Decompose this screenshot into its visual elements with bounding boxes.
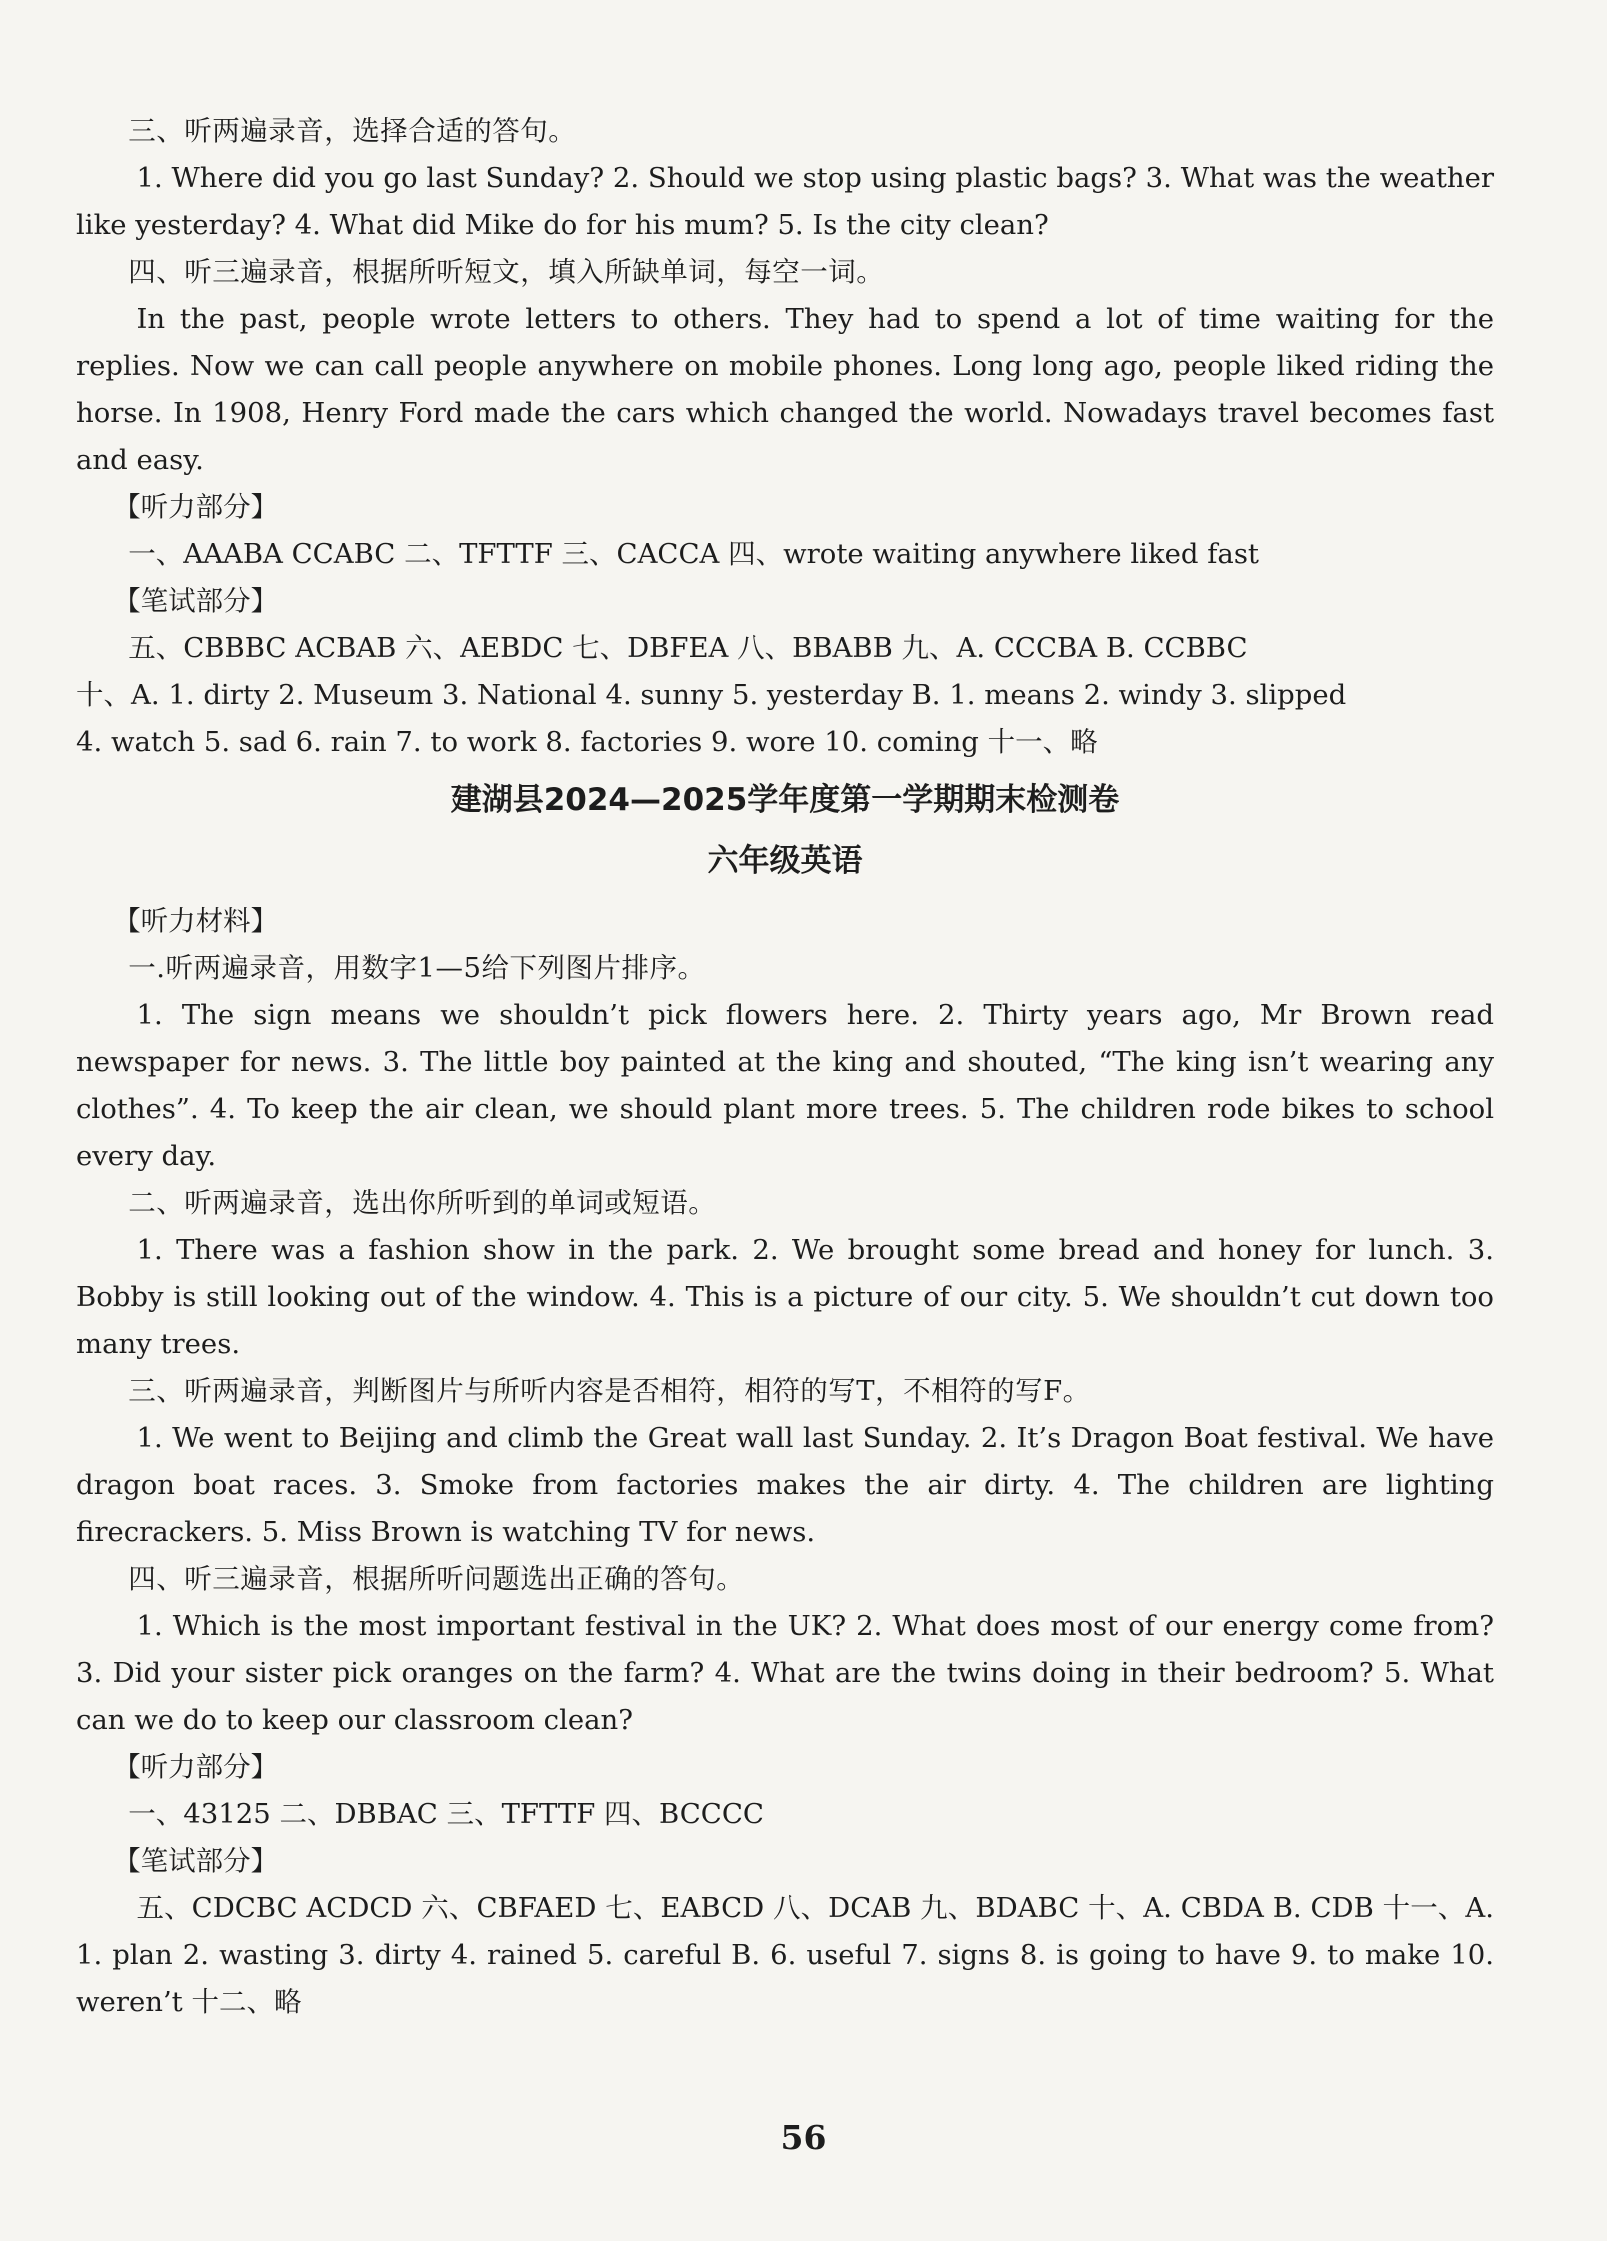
listening-script-paragraph: 1. The sign means we shouldn’t pick flowers here. 2. Thirty years ago, Mr Brown read newspaper for news. 3. The little boy painted at the king and shouted, “The king isn’t wearing any clothes”. 4. To keep the air clean, we should plant more trees. 5. The children rode bikes to school every day.	[76, 999, 1494, 1172]
listening-part-label: 【听力部分】	[113, 491, 279, 523]
page-content	[76, 108, 1494, 2026]
written-answers-line: 十、A. 1. dirty 2. Museum 3. National 4. sunny 5. yesterday B. 1. means 2. windy 3. slipped	[76, 679, 1347, 711]
listening-script-paragraph: 1. There was a fashion show in the park. 2. We brought some bread and honey for lunch. 3. Bobby is still looking out of the window. 4. This is a picture of our city. 5. We shouldn’t cut down too many trees.	[76, 1234, 1494, 1360]
written-part-label: 【笔试部分】	[113, 1845, 279, 1877]
written-part-label: 【笔试部分】	[113, 585, 279, 617]
section-heading: 三、听两遍录音，选择合适的答句。	[128, 115, 577, 147]
section-heading: 四、听三遍录音，根据所听短文，填入所缺单词，每空一词。	[128, 256, 885, 288]
listening-script-paragraph: 1. Which is the most important festival in the UK? 2. What does most of our energy come from? 3. Did your sister pick oranges on the farm? 4. What are the twins doing in their bedroom? 5. What can we do to keep our classroom clean?	[76, 1610, 1494, 1736]
listening-answers: 一、43125 二、DBBAC 三、TFTTF 四、BCCCC	[128, 1798, 764, 1830]
section-heading: 一.听两遍录音，用数字1—5给下列图片排序。	[128, 952, 706, 984]
listening-script-paragraph: In the past, people wrote letters to others. They had to spend a lot of time waiting for the replies. Now we can call people anywhere on mobile phones. Long long ago, people liked riding the horse. In 1908, Henry Ford made the cars which changed the world. Nowadays travel becomes fast and easy.	[76, 303, 1494, 476]
exam-title: 建湖县2024—2025学年度第一学期期末检测卷	[450, 782, 1120, 818]
listening-part-label: 【听力部分】	[113, 1751, 279, 1783]
section-heading: 四、听三遍录音，根据所听问题选出正确的答句。	[128, 1563, 745, 1595]
exam-subtitle: 六年级英语	[707, 843, 863, 879]
section-heading: 二、听两遍录音，选出你所听到的单词或短语。	[128, 1187, 717, 1219]
listening-script-paragraph: 1. Where did you go last Sunday? 2. Should we stop using plastic bags? 3. What was the weather like yesterday? 4. What did Mike do for his mum? 5. Is the city clean?	[76, 162, 1494, 241]
page-number: 56	[780, 2118, 827, 2157]
listening-material-label: 【听力材料】	[113, 905, 279, 937]
written-answers-line: 五、CBBBC ACBAB 六、AEBDC 七、DBFEA 八、BBABB 九、A. CCCBA B. CCBBC	[128, 632, 1248, 664]
section-heading: 三、听两遍录音，判断图片与所听内容是否相符，相符的写T，不相符的写F。	[128, 1375, 1091, 1407]
listening-script-paragraph: 1. We went to Beijing and climb the Great wall last Sunday. 2. It’s Dragon Boat festival. We have dragon boat races. 3. Smoke from factories makes the air dirty. 4. The children are lighting firecrackers. 5. Miss Brown is watching TV for news.	[76, 1422, 1494, 1548]
written-answers-line: 4. watch 5. sad 6. rain 7. to work 8. factories 9. wore 10. coming 十一、略	[76, 726, 1098, 758]
written-answers-paragraph: 五、CDCBC ACDCD 六、CBFAED 七、EABCD 八、DCAB 九、BDABC 十、A. CBDA B. CDB 十一、A. 1. plan 2. wasting 3. dirty 4. rained 5. careful B. 6. useful 7. signs 8. is going to have 9. to make 10. weren’t 十二、略	[76, 1892, 1494, 2018]
listening-answers: 一、AAABA CCABC 二、TFTTF 三、CACCA 四、wrote waiting anywhere liked fast	[128, 538, 1259, 570]
